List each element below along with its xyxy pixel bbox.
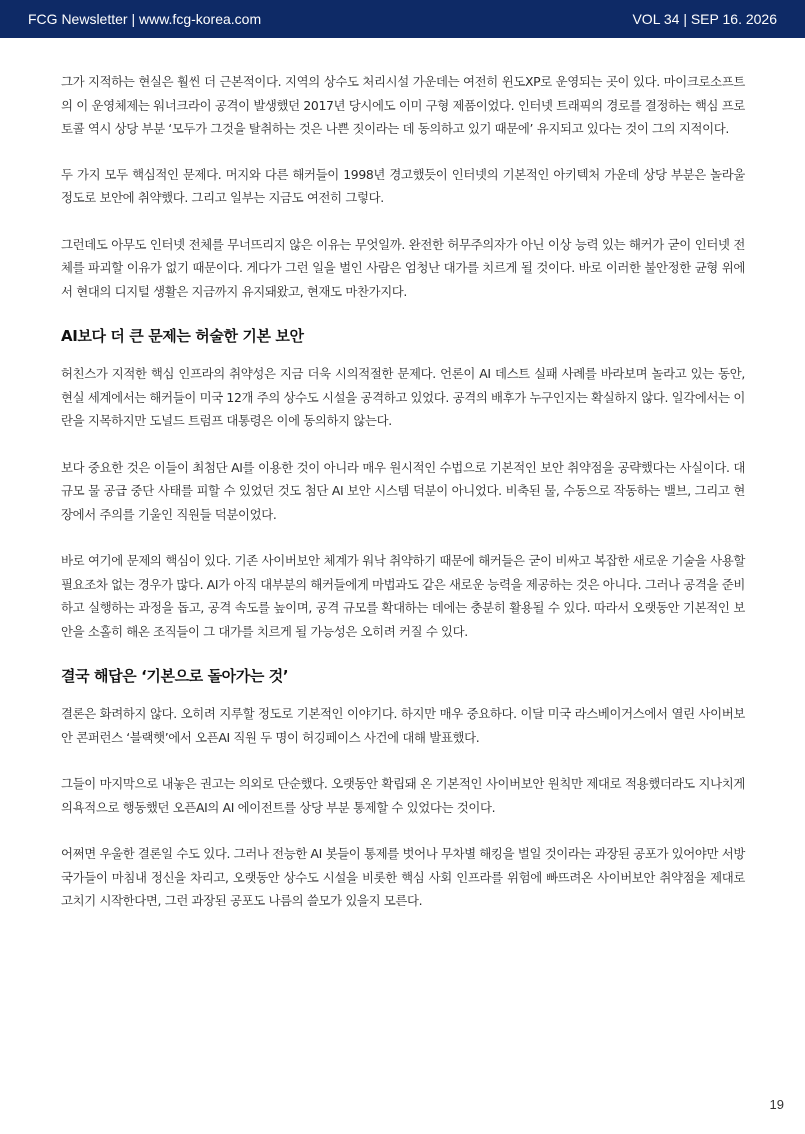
- header-issue-date: VOL 34 | SEP 16. 2026: [632, 11, 777, 27]
- paragraph: 그가 지적하는 현실은 훨씬 더 근본적이다. 지역의 상수도 처리시설 가운데는 여전히 윈도XP로 운영되는 곳이 있다. 마이크로소프트의 이 운영체제는 워너크라이 공격이 발생했던 2017년 당시에도 이미 구형 제품이었다. 인터넷 트래픽의 경로를 결정하는 핵심 프로토콜 역시 상당 부분 ‘모두가 그것을 탈취하는 것은 나쁜 짓이라는 데 동의하고 있기 때문에’ 유지되고 있다는 것이 그의 지적이다.: [61, 74, 745, 136]
- paragraph: 허친스가 지적한 핵심 인프라의 취약성은 지금 더욱 시의적절한 문제다. 언론이 AI 데스트 실패 사례를 바라보며 놀라고 있는 동안, 현실 세계에서는 해커들이 미국 12개 주의 상수도 시설을 공격하고 있었다. 공격의 배후가 누구인지는 확실하지 않다. 일각에서는 이란을 지목하지만 도널드 트럼프 대통령은 이에 동의하지 않는다.: [61, 366, 745, 428]
- paragraph: 그런데도 아무도 인터넷 전체를 무너뜨리지 않은 이유는 무엇일까. 완전한 허무주의자가 아닌 이상 능력 있는 해커가 굳이 인터넷 전체를 파괴할 이유가 없기 때문이다. 게다가 그런 일을 벌인 사람은 엄청난 대가를 치르게 될 것이다. 바로 이러한 불안정한 균형 위에서 현대의 디지털 생활은 지금까지 유지돼왔고, 현재도 마찬가지다.: [61, 236, 745, 299]
- section-heading: 결국 해답은 ‘기본으로 돌아가는 것’: [61, 667, 289, 685]
- page-number: 19: [769, 1097, 784, 1112]
- paragraph: 보다 중요한 것은 이들이 최첨단 AI를 이용한 것이 아니라 매우 원시적인 수법으로 기본적인 보안 취약점을 공략했다는 사실이다. 대규모 물 공급 중단 사태를 피할 수 있었던 것도 첨단 AI 보안 시스템 덕분이 아니었다. 비축된 물, 수동으로 작동하는 밸브, 그리고 현장에서 주의를 기울인 직원들 덕분이었다.: [61, 459, 745, 522]
- article-body: [61, 70, 745, 936]
- paragraph: 두 가지 모두 핵심적인 문제다. 머지와 다른 해커들이 1998년 경고했듯이 인터넷의 기본적인 아키텍처 가운데 상당 부분은 놀라울 정도로 보안에 취약했다. 그리고 일부는 지금도 여전히 그렇다.: [61, 166, 745, 205]
- header-publication: FCG Newsletter | www.fcg-korea.com: [28, 11, 262, 27]
- paragraph: 어쩌면 우울한 결론일 수도 있다. 그러나 전능한 AI 봇들이 통제를 벗어나 무차별 해킹을 벌일 것이라는 과장된 공포가 있어야만 서방 국가들이 마침내 정신을 차리고, 오랫동안 상수도 시설을 비롯한 핵심 사회 인프라를 위험에 빠뜨려온 사이버보안 취약점을 제대로 고치기 시작한다면, 그런 과장된 공포도 나름의 쓸모가 있을지 모른다.: [61, 846, 745, 908]
- paragraph: 바로 여기에 문제의 핵심이 있다. 기존 사이버보안 체계가 워낙 취약하기 때문에 해커들은 굳이 비싸고 복잡한 새로운 기술을 사용할 필요조차 없는 경우가 많다. AI가 아직 대부분의 해커들에게 마법과도 같은 새로운 능력을 제공하는 것은 아니다. 그러나 공격을 준비하고 실행하는 과정을 돕고, 공격 속도를 높이며, 공격 규모를 확대하는 데에는 충분히 활용될 수 있다. 따라서 오랫동안 기본적인 보안을 소홀히 해온 조직들이 그 대가를 치르게 될 가능성은 오히려 커질 수 있다.: [61, 553, 745, 639]
- paragraph: 결론은 화려하지 않다. 오히려 지루할 정도로 기본적인 이야기다. 하지만 매우 중요하다. 이달 미국 라스베이거스에서 열린 사이버보안 콘퍼런스 ‘블랙햇’에서 오픈AI 직원 두 명이 허깅페이스 사건에 대해 발표했다.: [61, 706, 745, 745]
- newsletter-header-bar: [0, 0, 805, 38]
- section-heading: AI보다 더 큰 문제는 허술한 기본 보안: [61, 327, 304, 345]
- paragraph: 그들이 마지막으로 내놓은 권고는 의외로 단순했다. 오랫동안 확립돼 온 기본적인 사이버보안 원칙만 제대로 적용했더라도 지나치게 의욕적으로 행동했던 오픈AI의 AI 에이전트를 상당 부분 통제할 수 있었다는 것이다.: [61, 776, 745, 815]
